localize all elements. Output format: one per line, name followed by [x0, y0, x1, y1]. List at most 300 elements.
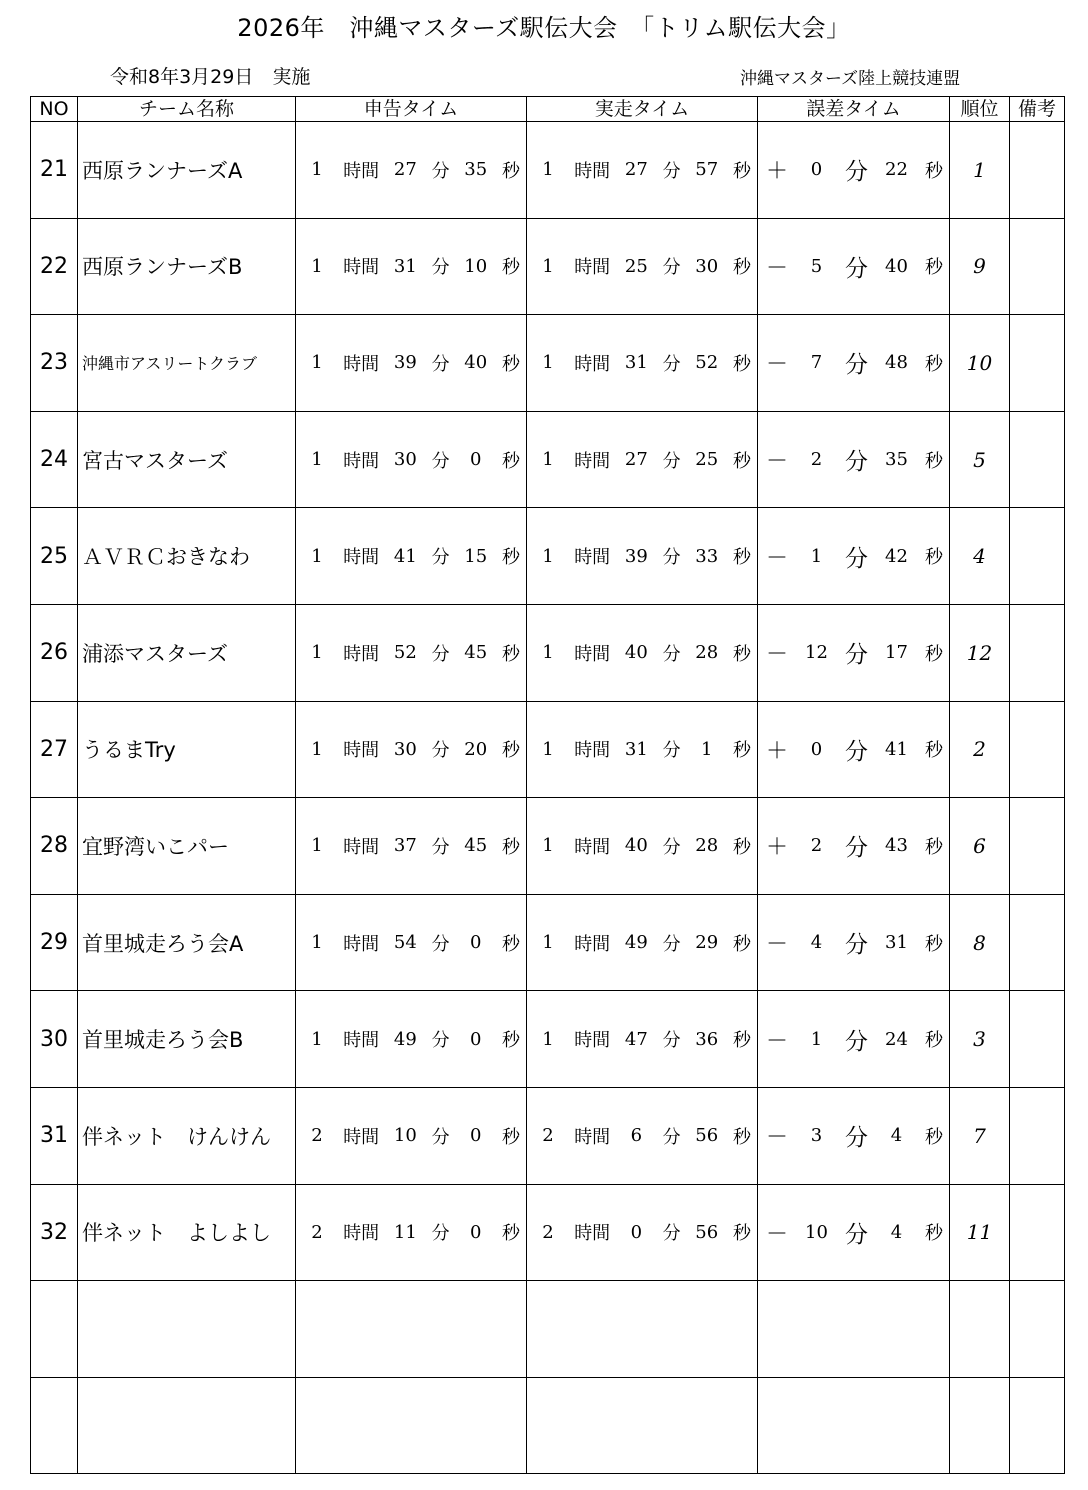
time-unit: 分 — [844, 449, 868, 476]
time-value: 30 — [695, 255, 719, 277]
error-seconds: 4 — [890, 1221, 903, 1243]
time-value: 1 — [542, 449, 554, 471]
actual-time-cell — [527, 1087, 758, 1184]
empty-cell — [31, 1377, 78, 1474]
team-number: 30 — [31, 991, 78, 1088]
time-unit: 秒 — [732, 1223, 751, 1245]
time-unit: 分 — [662, 353, 681, 375]
notes-cell — [1010, 508, 1065, 605]
time-value: 1 — [311, 738, 323, 760]
error-seconds: 22 — [885, 159, 908, 181]
team-number: 32 — [31, 1184, 78, 1281]
team-name: 首里城走ろう会A — [78, 894, 296, 991]
time-value: 2 — [542, 1125, 554, 1147]
error-time-cell — [758, 315, 950, 412]
time-unit: 秒 — [924, 257, 943, 279]
time-value: 1 — [701, 738, 713, 760]
time-value: 30 — [393, 738, 417, 760]
time-unit: 時間 — [343, 160, 380, 182]
time-unit: 時間 — [574, 643, 611, 665]
time-value: 0 — [470, 449, 482, 471]
team-number: 28 — [31, 798, 78, 895]
rank: 1 — [950, 122, 1010, 219]
time-value: 29 — [695, 932, 719, 954]
table-row — [31, 701, 1065, 798]
notes-cell — [1010, 315, 1065, 412]
time-value: 11 — [393, 1221, 417, 1243]
time-value: 0 — [470, 932, 482, 954]
error-minutes: 7 — [810, 352, 823, 374]
time-value: 27 — [393, 159, 417, 181]
time-unit: 秒 — [924, 836, 943, 858]
time-unit: 秒 — [732, 836, 751, 858]
time-unit: 分 — [662, 836, 681, 858]
actual-time-cell — [527, 798, 758, 895]
error-minutes: 1 — [810, 1028, 823, 1050]
time-value: 40 — [624, 642, 648, 664]
time-value: 0 — [470, 1221, 482, 1243]
declared-time-cell — [296, 411, 527, 508]
col-header-no: NO — [31, 97, 78, 122]
notes-cell — [1010, 218, 1065, 315]
time-unit: 時間 — [574, 1126, 611, 1148]
time-unit: 秒 — [924, 740, 943, 762]
time-unit: 秒 — [501, 1223, 520, 1245]
time-unit: 秒 — [501, 547, 520, 569]
time-value: 1 — [311, 835, 323, 857]
table-row — [31, 411, 1065, 508]
error-time-cell — [758, 991, 950, 1088]
team-name: 伴ネット けんけん — [78, 1087, 296, 1184]
actual-time-cell — [527, 604, 758, 701]
header-row — [31, 97, 1065, 122]
time-value: 1 — [542, 642, 554, 664]
table-row — [31, 1184, 1065, 1281]
team-name: 首里城走ろう会B — [78, 991, 296, 1088]
time-unit: 秒 — [924, 933, 943, 955]
notes-cell — [1010, 991, 1065, 1088]
time-unit: 秒 — [732, 1126, 751, 1148]
team-name: 浦添マスターズ — [78, 604, 296, 701]
time-unit: 分 — [662, 160, 681, 182]
time-value: 2 — [542, 1221, 554, 1243]
error-sign: － — [766, 545, 789, 571]
time-unit: 時間 — [343, 1030, 380, 1052]
time-value: 40 — [464, 352, 488, 374]
rank: 12 — [950, 604, 1010, 701]
table-row — [31, 218, 1065, 315]
team-number: 25 — [31, 508, 78, 605]
col-header-error: 誤差タイム — [758, 97, 950, 122]
time-unit: 時間 — [343, 1126, 380, 1148]
table-row — [31, 122, 1065, 219]
time-value: 28 — [695, 835, 719, 857]
time-unit: 時間 — [574, 836, 611, 858]
error-sign: ＋ — [766, 835, 789, 861]
declared-time-cell — [296, 1184, 527, 1281]
time-value: 28 — [695, 642, 719, 664]
declared-time-cell — [296, 122, 527, 219]
time-value: 30 — [393, 449, 417, 471]
rank: 10 — [950, 315, 1010, 412]
time-value: 2 — [311, 1125, 323, 1147]
time-unit: 秒 — [732, 353, 751, 375]
time-unit: 分 — [844, 352, 868, 379]
time-value: 20 — [464, 738, 488, 760]
declared-time-cell — [296, 991, 527, 1088]
time-unit: 分 — [431, 353, 450, 375]
rank: 6 — [950, 798, 1010, 895]
time-unit: 秒 — [501, 257, 520, 279]
time-value: 1 — [542, 835, 554, 857]
time-unit: 分 — [844, 545, 868, 572]
time-unit: 秒 — [732, 643, 751, 665]
time-value: 1 — [542, 1028, 554, 1050]
error-sign: － — [766, 449, 789, 475]
time-unit: 秒 — [924, 643, 943, 665]
time-unit: 分 — [431, 257, 450, 279]
error-seconds: 42 — [885, 545, 908, 567]
team-name: 沖縄市アスリートクラブ — [78, 315, 296, 412]
error-minutes: 2 — [810, 835, 823, 857]
time-unit: 秒 — [501, 643, 520, 665]
time-value: 0 — [630, 1221, 643, 1243]
error-sign: － — [766, 642, 789, 668]
time-unit: 秒 — [501, 450, 520, 472]
error-sign: － — [766, 1125, 789, 1151]
error-time-cell — [758, 508, 950, 605]
team-number: 23 — [31, 315, 78, 412]
time-value: 57 — [695, 159, 719, 181]
time-unit: 秒 — [732, 160, 751, 182]
time-value: 39 — [393, 352, 417, 374]
notes-cell — [1010, 122, 1065, 219]
time-unit: 分 — [844, 738, 868, 765]
empty-cell — [758, 1281, 950, 1378]
time-unit: 分 — [844, 642, 868, 669]
page-title: 2026年 沖縄マスターズ駅伝大会 「トリム駅伝大会」 — [237, 14, 851, 42]
time-value: 1 — [311, 932, 323, 954]
time-value: 2 — [311, 1221, 323, 1243]
time-value: 0 — [470, 1125, 482, 1147]
time-value: 1 — [311, 545, 323, 567]
declared-time-cell — [296, 604, 527, 701]
time-unit: 分 — [844, 1028, 868, 1055]
error-minutes: 0 — [810, 738, 823, 760]
time-unit: 時間 — [343, 450, 380, 472]
event-date: 令和8年3月29日 実施 — [110, 66, 311, 88]
time-unit: 分 — [662, 643, 681, 665]
empty-cell — [1010, 1377, 1065, 1474]
actual-time-cell — [527, 701, 758, 798]
time-unit: 秒 — [732, 1030, 751, 1052]
time-value: 39 — [624, 545, 648, 567]
time-unit: 分 — [662, 740, 681, 762]
notes-cell — [1010, 604, 1065, 701]
empty-cell — [296, 1377, 527, 1474]
time-value: 25 — [624, 255, 648, 277]
time-unit: 秒 — [501, 353, 520, 375]
time-unit: 時間 — [574, 160, 611, 182]
time-unit: 秒 — [924, 353, 943, 375]
col-header-notes: 備考 — [1010, 97, 1065, 122]
col-header-actual: 実走タイム — [527, 97, 758, 122]
time-value: 35 — [464, 159, 488, 181]
time-value: 27 — [624, 449, 648, 471]
error-time-cell — [758, 798, 950, 895]
error-time-cell — [758, 122, 950, 219]
empty-cell — [296, 1281, 527, 1378]
time-unit: 分 — [431, 1030, 450, 1052]
error-seconds: 17 — [885, 642, 908, 664]
time-value: 31 — [624, 352, 648, 374]
time-value: 10 — [464, 255, 488, 277]
actual-time-cell — [527, 894, 758, 991]
time-value: 31 — [624, 738, 648, 760]
time-value: 1 — [311, 642, 323, 664]
time-unit: 秒 — [924, 1126, 943, 1148]
time-unit: 分 — [844, 159, 868, 186]
time-value: 10 — [393, 1125, 417, 1147]
error-sign: － — [766, 1028, 789, 1054]
time-unit: 分 — [844, 932, 868, 959]
time-value: 36 — [695, 1028, 719, 1050]
time-value: 49 — [624, 932, 648, 954]
actual-time-cell — [527, 218, 758, 315]
time-value: 6 — [630, 1125, 643, 1147]
time-value: 1 — [311, 352, 323, 374]
time-unit: 分 — [431, 836, 450, 858]
time-unit: 分 — [662, 450, 681, 472]
empty-cell — [950, 1377, 1010, 1474]
time-value: 1 — [542, 738, 554, 760]
time-unit: 時間 — [343, 353, 380, 375]
time-unit: 時間 — [574, 353, 611, 375]
time-value: 41 — [393, 545, 417, 567]
time-value: 1 — [311, 1028, 323, 1050]
notes-cell — [1010, 1087, 1065, 1184]
error-time-cell — [758, 411, 950, 508]
empty-cell — [31, 1281, 78, 1378]
actual-time-cell — [527, 122, 758, 219]
time-unit: 時間 — [343, 257, 380, 279]
empty-cell — [527, 1377, 758, 1474]
time-unit: 時間 — [343, 836, 380, 858]
time-unit: 分 — [844, 835, 868, 862]
declared-time-cell — [296, 1087, 527, 1184]
error-time-cell — [758, 701, 950, 798]
time-unit: 時間 — [574, 547, 611, 569]
error-seconds: 24 — [885, 1028, 908, 1050]
time-value: 27 — [624, 159, 648, 181]
empty-cell — [758, 1377, 950, 1474]
time-value: 1 — [542, 932, 554, 954]
team-name: 宮古マスターズ — [78, 411, 296, 508]
team-number: 26 — [31, 604, 78, 701]
time-unit: 分 — [431, 933, 450, 955]
rank: 3 — [950, 991, 1010, 1088]
error-minutes: 1 — [810, 545, 823, 567]
error-time-cell — [758, 894, 950, 991]
time-value: 1 — [311, 159, 323, 181]
error-minutes: 5 — [810, 255, 823, 277]
empty-row — [31, 1377, 1065, 1474]
time-unit: 分 — [431, 547, 450, 569]
team-number: 21 — [31, 122, 78, 219]
empty-cell — [78, 1281, 296, 1378]
error-seconds: 41 — [885, 738, 908, 760]
time-unit: 分 — [431, 643, 450, 665]
time-unit: 秒 — [924, 1030, 943, 1052]
actual-time-cell — [527, 315, 758, 412]
error-seconds: 35 — [885, 449, 908, 471]
time-value: 49 — [393, 1028, 417, 1050]
rank: 9 — [950, 218, 1010, 315]
time-unit: 時間 — [343, 1223, 380, 1245]
empty-cell — [78, 1377, 296, 1474]
actual-time-cell — [527, 508, 758, 605]
team-name: 宜野湾いこパー — [78, 798, 296, 895]
rank: 11 — [950, 1184, 1010, 1281]
actual-time-cell — [527, 1184, 758, 1281]
rank: 4 — [950, 508, 1010, 605]
error-seconds: 48 — [885, 352, 908, 374]
team-name: 西原ランナーズA — [78, 122, 296, 219]
time-value: 25 — [695, 449, 719, 471]
notes-cell — [1010, 894, 1065, 991]
time-unit: 秒 — [732, 450, 751, 472]
results-table — [30, 96, 1065, 1474]
error-seconds: 40 — [885, 255, 908, 277]
time-unit: 秒 — [924, 547, 943, 569]
error-seconds: 31 — [885, 932, 908, 954]
team-number: 24 — [31, 411, 78, 508]
time-value: 0 — [470, 1028, 482, 1050]
time-value: 33 — [695, 545, 719, 567]
time-unit: 時間 — [574, 740, 611, 762]
declared-time-cell — [296, 315, 527, 412]
time-unit: 秒 — [501, 1126, 520, 1148]
col-header-declared: 申告タイム — [296, 97, 527, 122]
declared-time-cell — [296, 218, 527, 315]
error-sign: － — [766, 352, 789, 378]
error-minutes: 4 — [810, 932, 823, 954]
notes-cell — [1010, 701, 1065, 798]
error-seconds: 43 — [885, 835, 908, 857]
time-unit: 時間 — [574, 1223, 611, 1245]
time-value: 1 — [542, 159, 554, 181]
time-value: 54 — [393, 932, 417, 954]
time-unit: 分 — [844, 1125, 868, 1152]
error-minutes: 10 — [805, 1221, 828, 1243]
rank: 8 — [950, 894, 1010, 991]
time-value: 52 — [393, 642, 417, 664]
time-unit: 時間 — [343, 643, 380, 665]
organizer-name: 沖縄マスターズ陸上競技連盟 — [740, 69, 961, 89]
rank: 5 — [950, 411, 1010, 508]
time-unit: 秒 — [501, 933, 520, 955]
error-seconds: 4 — [890, 1125, 903, 1147]
time-value: 15 — [464, 545, 488, 567]
time-value: 47 — [624, 1028, 648, 1050]
time-value: 45 — [464, 642, 488, 664]
actual-time-cell — [527, 991, 758, 1088]
time-unit: 時間 — [574, 257, 611, 279]
error-sign: － — [766, 1221, 789, 1247]
table-row — [31, 991, 1065, 1088]
time-unit: 分 — [844, 255, 868, 282]
time-unit: 秒 — [732, 547, 751, 569]
time-value: 56 — [695, 1125, 719, 1147]
time-value: 1 — [542, 545, 554, 567]
team-name: 西原ランナーズB — [78, 218, 296, 315]
declared-time-cell — [296, 894, 527, 991]
team-number: 29 — [31, 894, 78, 991]
col-header-team: チーム名称 — [78, 97, 296, 122]
rank: 2 — [950, 701, 1010, 798]
error-minutes: 2 — [810, 449, 823, 471]
error-time-cell — [758, 218, 950, 315]
team-number: 22 — [31, 218, 78, 315]
declared-time-cell — [296, 798, 527, 895]
error-sign: ＋ — [766, 159, 789, 185]
time-unit: 秒 — [501, 160, 520, 182]
table-row — [31, 604, 1065, 701]
time-unit: 分 — [431, 450, 450, 472]
time-unit: 時間 — [343, 547, 380, 569]
notes-cell — [1010, 1184, 1065, 1281]
time-value: 1 — [542, 352, 554, 374]
time-unit: 秒 — [501, 836, 520, 858]
time-value: 45 — [464, 835, 488, 857]
empty-cell — [1010, 1281, 1065, 1378]
time-unit: 分 — [662, 1126, 681, 1148]
time-value: 31 — [393, 255, 417, 277]
error-time-cell — [758, 1184, 950, 1281]
error-minutes: 3 — [810, 1125, 823, 1147]
time-unit: 分 — [662, 547, 681, 569]
table-row — [31, 894, 1065, 991]
time-unit: 時間 — [343, 933, 380, 955]
time-unit: 分 — [431, 740, 450, 762]
empty-cell — [950, 1281, 1010, 1378]
time-unit: 秒 — [732, 933, 751, 955]
notes-cell — [1010, 798, 1065, 895]
time-unit: 秒 — [924, 160, 943, 182]
team-name: ＡＶＲＣおきなわ — [78, 508, 296, 605]
declared-time-cell — [296, 701, 527, 798]
table-row — [31, 508, 1065, 605]
time-value: 40 — [624, 835, 648, 857]
time-unit: 分 — [662, 1030, 681, 1052]
empty-cell — [527, 1281, 758, 1378]
time-value: 37 — [393, 835, 417, 857]
time-unit: 時間 — [574, 933, 611, 955]
error-time-cell — [758, 604, 950, 701]
team-name: 伴ネット よしよし — [78, 1184, 296, 1281]
time-unit: 時間 — [343, 740, 380, 762]
declared-time-cell — [296, 508, 527, 605]
error-minutes: 0 — [810, 159, 823, 181]
time-unit: 分 — [431, 160, 450, 182]
table-body — [31, 122, 1065, 1474]
time-unit: 秒 — [924, 450, 943, 472]
time-value: 1 — [542, 255, 554, 277]
rank: 7 — [950, 1087, 1010, 1184]
team-number: 27 — [31, 701, 78, 798]
notes-cell — [1010, 411, 1065, 508]
time-unit: 秒 — [501, 1030, 520, 1052]
